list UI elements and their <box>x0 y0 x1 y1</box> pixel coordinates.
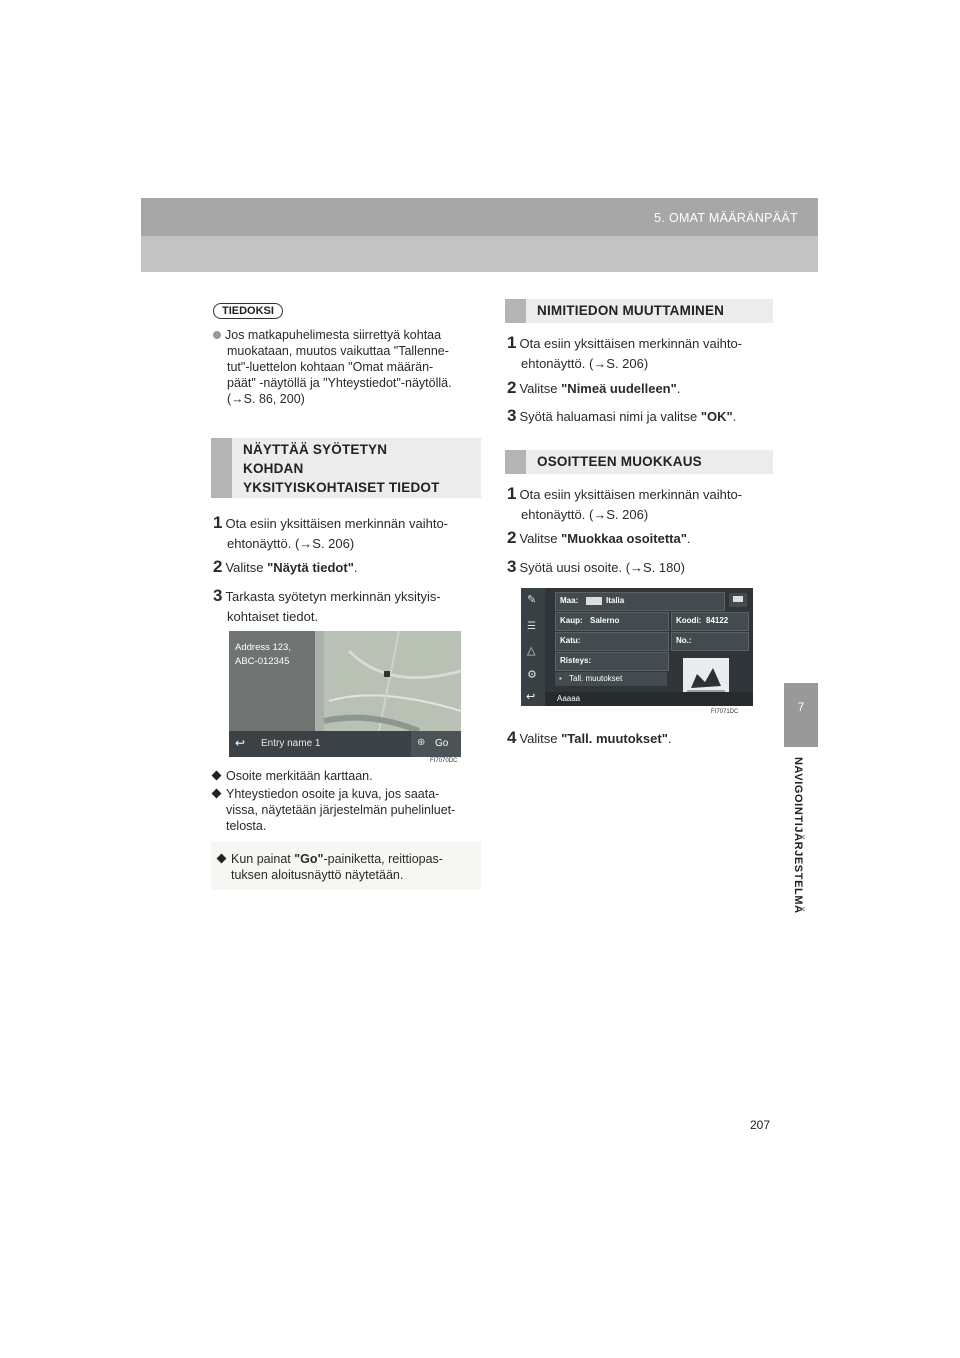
address-step-2: 2 Valitse "Muokkaa osoitetta". <box>507 528 691 547</box>
keyboard-button[interactable] <box>729 593 747 607</box>
chapter-tab-label: NAVIGOINTIJÄRJESTELMÄ <box>792 757 804 914</box>
name-bar: Aaaaa <box>545 692 753 706</box>
list-icon[interactable]: ☰ <box>527 621 536 632</box>
save-icon: ▪ <box>559 674 562 683</box>
page-number: 207 <box>750 1118 771 1132</box>
details-step-2: 2 Valitse "Näytä tiedot". <box>213 557 358 576</box>
info-box: Kun painat "Go"-painiketta, reittiopas- tuksen aloitusnäyttö näytetään. <box>211 842 481 890</box>
section-heading-details: NÄYTTÄÄ SYÖTETYN KOHDAN YKSITYISKOHTAISET TIEDOT <box>211 438 481 498</box>
address-step-4: 4 Valitse "Tall. muutokset". <box>507 728 672 747</box>
screen-side-menu <box>521 588 545 706</box>
settings-icon[interactable]: ⚙ <box>527 669 537 681</box>
address-screen <box>521 588 753 706</box>
chapter-title: 5. OMAT MÄÄRÄNPÄÄT <box>654 211 798 225</box>
diamond-icon <box>212 789 222 799</box>
screen-bottom-bar <box>229 731 461 757</box>
back-icon[interactable]: ↩ <box>526 691 536 703</box>
entry-name-field[interactable]: Entry name 1 <box>261 738 321 749</box>
address-step-3: 3 Syötä uusi osoite. (→S. 180) <box>507 557 685 576</box>
back-icon[interactable]: ↩ <box>235 736 246 750</box>
section-heading-address: OSOITTEEN MUOKKAUS <box>505 450 773 474</box>
keyboard-icon <box>733 596 743 602</box>
diamond-icon <box>212 771 222 781</box>
details-bullet-2: Yhteystiedon osoite ja kuva, jos saata- vissa, näytetään järjestelmän puhelinluet- telosta. <box>213 786 483 834</box>
note-text: Jos matkapuhelimesta siirrettyä kohtaa muokataan, muutos vaikuttaa "Tallenne- tut"-luettelon kohtaan "Omat määrän- päät" -näytöllä ja "Yhteystiedot"-näytöllä. (→S. 86, 200) <box>213 327 481 407</box>
kaup-field[interactable]: Kaup: Salerno <box>555 612 669 631</box>
flag-icon <box>586 597 602 605</box>
diamond-icon <box>217 854 227 864</box>
save-changes-button[interactable]: ▪ Tall. muutokset <box>555 672 667 686</box>
katu-field[interactable]: Katu: <box>555 632 669 651</box>
figure-code-2: FI7071DC <box>711 709 739 715</box>
section-heading-rename: NIMITIEDON MUUTTAMINEN <box>505 299 773 323</box>
navigation-icon: ⊕ <box>417 737 426 748</box>
details-step-3: 3 Tarkasta syötetyn merkinnän yksityis- kohtaiset tiedot. <box>213 586 441 624</box>
chapter-tab: 7 <box>784 683 818 747</box>
rename-step-1: 1 Ota esiin yksittäisen merkinnän vaihto- ehtonäyttö. (→S. 206) <box>507 333 743 371</box>
header-bar <box>141 198 818 236</box>
warning-icon[interactable]: △ <box>527 645 536 657</box>
figure-code: FI7070DC <box>430 758 458 764</box>
address-text: Address 123, ABC-012345 <box>235 642 291 667</box>
koodi-field[interactable]: Koodi: 84122 <box>671 612 749 631</box>
maa-field[interactable]: Maa: Italia <box>555 592 725 611</box>
details-step-1: 1 Ota esiin yksittäisen merkinnän vaihto- ehtonäyttö. (→S. 206) <box>213 513 449 551</box>
no-field[interactable]: No.: <box>671 632 749 651</box>
note-label: TIEDOKSI <box>213 303 283 319</box>
header-subbar <box>141 236 818 272</box>
details-bullet-1: Osoite merkitään karttaan. <box>213 768 483 784</box>
bullet-icon <box>213 331 221 339</box>
details-screen <box>229 631 461 757</box>
rename-step-3: 3 Syötä haluamasi nimi ja valitse "OK". <box>507 406 737 425</box>
risteys-field[interactable]: Risteys: <box>555 652 669 671</box>
address-step-1: 1 Ota esiin yksittäisen merkinnän vaihto- ehtonäyttö. (→S. 206) <box>507 484 743 522</box>
go-button[interactable]: ⊕ Go <box>411 731 461 757</box>
rename-step-2: 2 Valitse "Nimeä uudelleen". <box>507 378 681 397</box>
edit-icon[interactable]: ✎ <box>527 594 537 606</box>
